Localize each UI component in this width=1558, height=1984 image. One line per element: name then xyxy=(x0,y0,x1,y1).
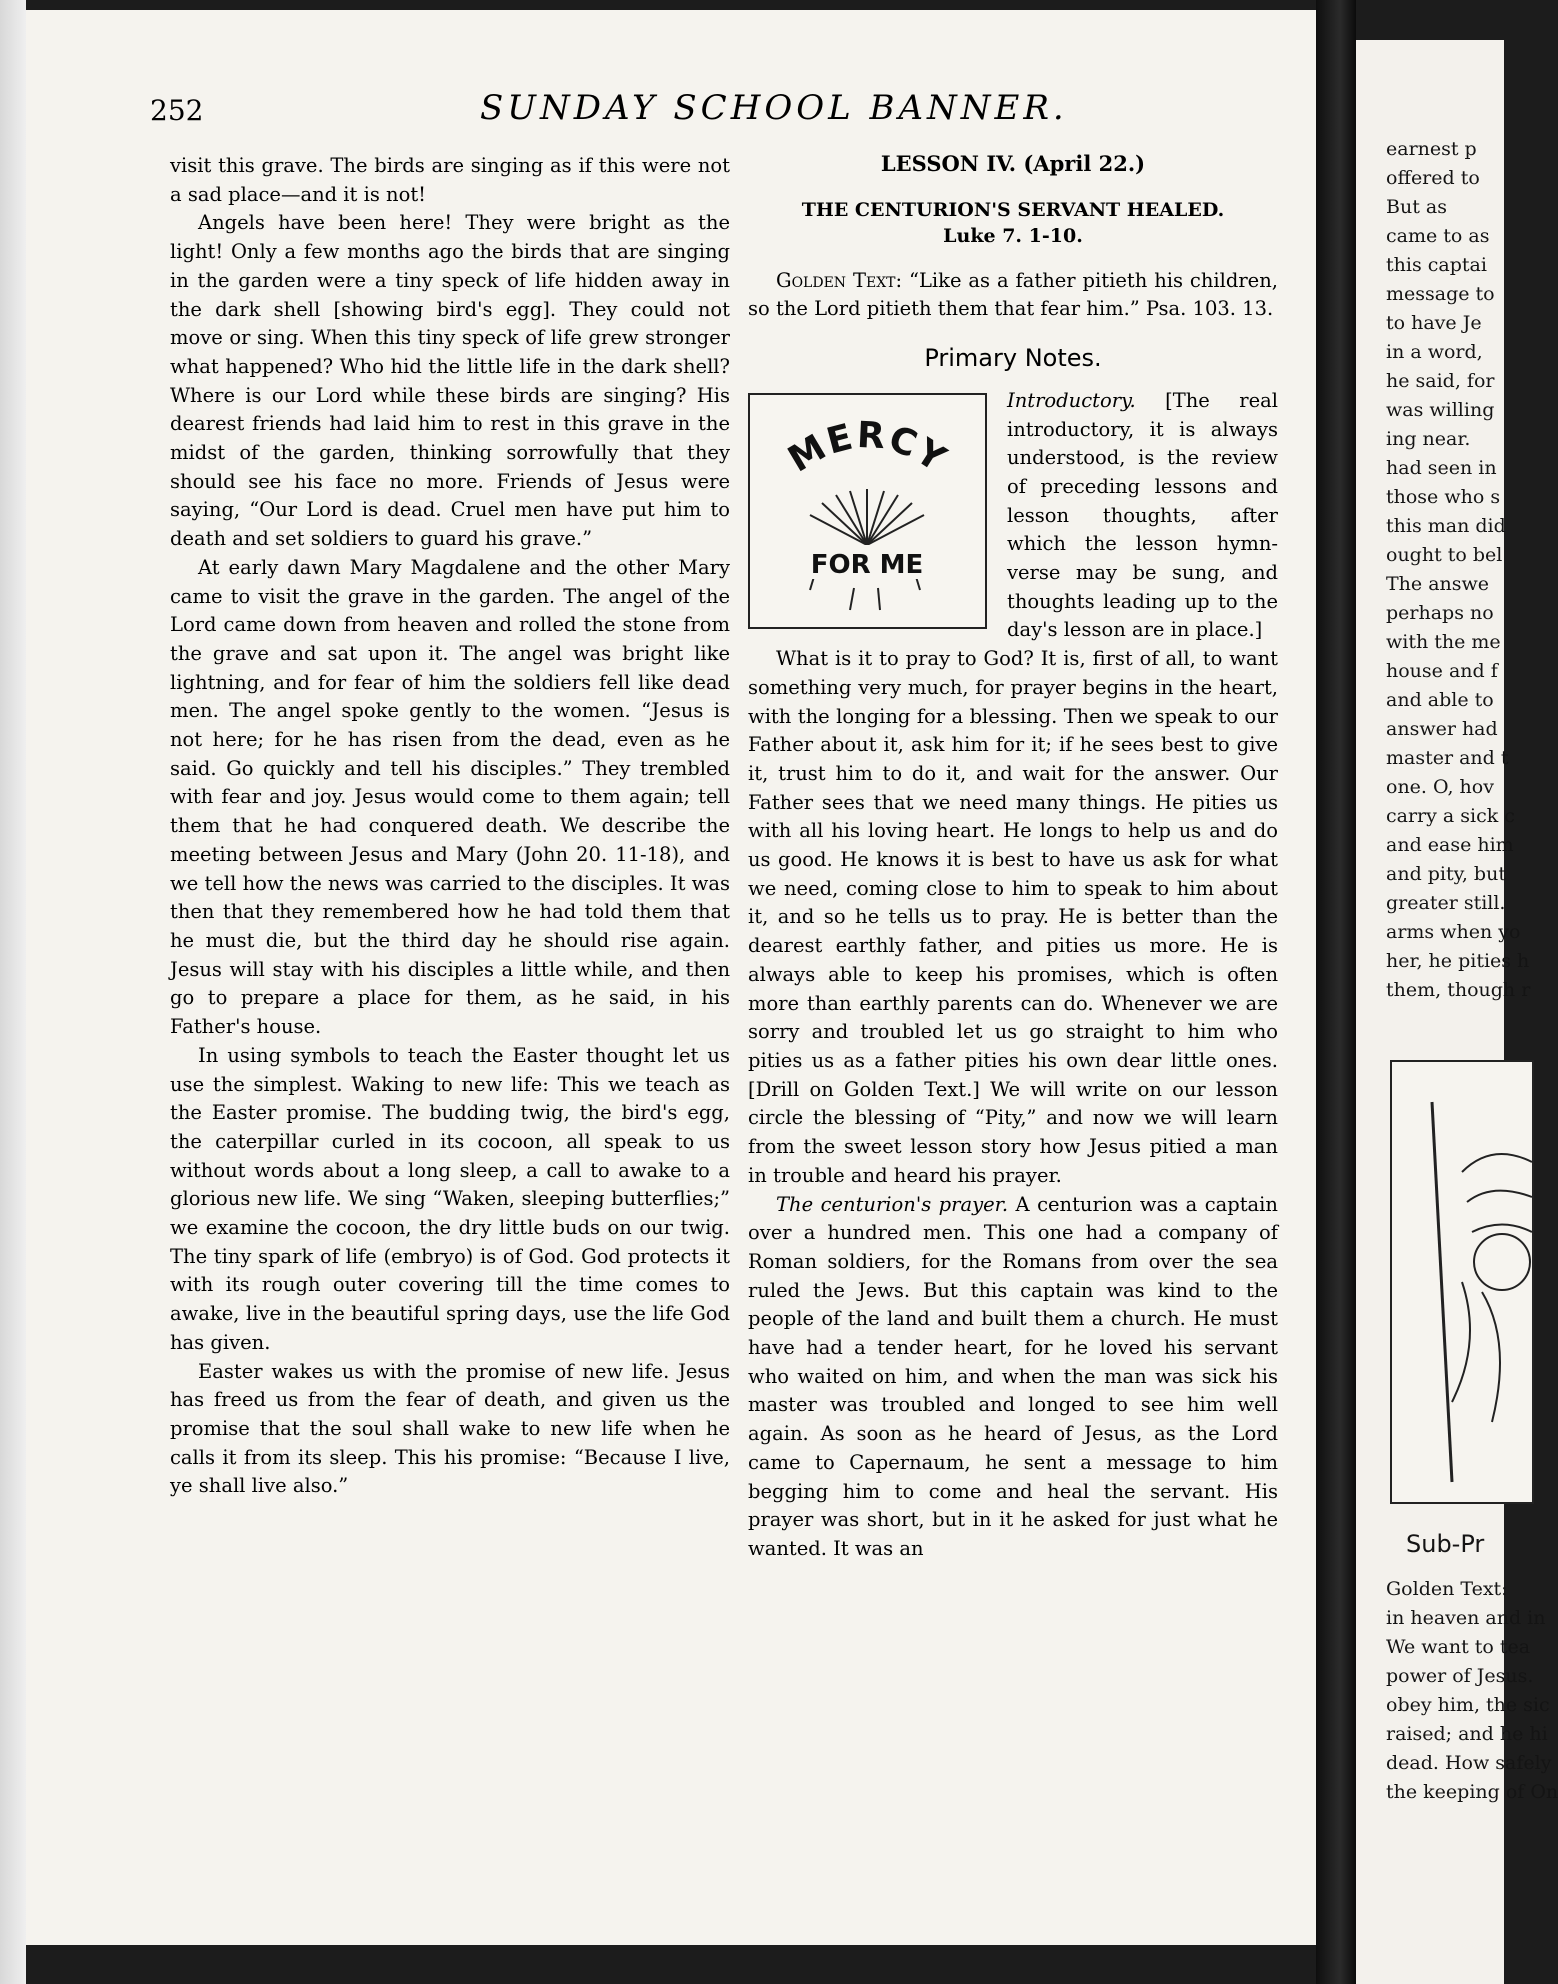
right-column-line: obey him, the sic xyxy=(1386,1694,1550,1716)
lesson-reference: Luke 7. 1-10. xyxy=(943,224,1083,247)
golden-text xyxy=(748,267,1278,324)
intro-text: [The real introductory, it is always understood, is the review of preceding lessons and lesson thoughts, after which the lesson hymn-verse may be sung, and thoughts leading up to the day's lesson are in place.] xyxy=(1007,388,1278,642)
right-column-line: them, though r xyxy=(1386,979,1531,1001)
right-column-line: and pity, but xyxy=(1386,863,1506,885)
right-column-line: the keeping of On xyxy=(1386,1781,1558,1803)
lesson-title-block xyxy=(748,197,1278,249)
right-column-line: was willing xyxy=(1386,399,1495,421)
centurion-label: The centurion's prayer. xyxy=(776,1192,1009,1216)
right-column-line: raised; and he hi xyxy=(1386,1723,1548,1745)
right-column-line: power of Jesus. xyxy=(1386,1665,1534,1687)
right-column-line: carry a sick c xyxy=(1386,805,1515,827)
for-me-word: FOR ME xyxy=(810,549,924,580)
right-column-line: But as xyxy=(1386,196,1447,218)
left-column xyxy=(170,152,730,1501)
right-column-line: answer had xyxy=(1386,718,1498,740)
right-illustration xyxy=(1390,1060,1534,1504)
right-column-line: this man did xyxy=(1386,515,1506,537)
mercy-word: MERCY xyxy=(781,414,955,481)
right-column-line: to have Je xyxy=(1386,312,1482,334)
paragraph: What is it to pray to God? It is, first of all, to want something very much, for prayer begins in the heart, with the longing for a blessing. Then we speak to our Father about it, ask him for it; if he sees best to give it, trust him to do it, and wait for the answer. Our Father sees that we need many things. He pities us with all his loving heart. He longs to help us and do us good. He knows it is best to have us ask for what we need, coming close to him to speak to him about it, and so he tells us to pray. He is better than the dearest earthly father, and pities us more. He is always able to keep his promises, which is often more than earthly parents can do. Whenever we are sorry and troubled let us go straight to him who pities us as a father pities his own dear little ones. [Drill on Golden Text.] We will write on our lesson circle the blessing of “Pity,” and now we will learn from the sweet lesson story how Jesus pitied a man in trouble and heard his prayer. xyxy=(748,647,1278,1187)
right-column-line: ing near. xyxy=(1386,428,1471,450)
section-title: Primary Notes. xyxy=(924,344,1102,373)
right-column-line: and able to xyxy=(1386,689,1494,711)
lesson-heading: LESSON IV. (April 22.) xyxy=(880,151,1146,176)
right-page-fragment xyxy=(1356,40,1558,1984)
right-column-line: master and t xyxy=(1386,747,1509,769)
paragraph: visit this grave. The birds are singing as if this were not a sad place—and it is not! xyxy=(170,154,730,206)
mercy-illustration xyxy=(748,393,987,629)
scan-edge xyxy=(0,0,26,1984)
lesson-title: THE CENTURION'S SERVANT HEALED. xyxy=(801,198,1225,221)
intro-label: Introductory. xyxy=(1007,388,1136,412)
right-column-line: in heaven and in xyxy=(1386,1607,1546,1629)
sub-primary-heading: Sub-Pr xyxy=(1406,1530,1485,1558)
golden-text-label: Golden Text: xyxy=(776,268,903,292)
right-column-line: dead. How safely xyxy=(1386,1752,1552,1774)
right-column-line: one. O, hov xyxy=(1386,776,1494,798)
mercy-sunburst-icon xyxy=(750,395,985,627)
right-column-top xyxy=(1386,135,1530,1005)
paragraph: Easter wakes us with the promise of new life. Jesus has freed us from the fear of death, and given us the promise that the soul shall wake to new life when he calls it from its sleep. This his promise: “Because I live, ye shall live also.” xyxy=(170,1359,730,1498)
page-number: 252 xyxy=(150,94,204,127)
book-gutter xyxy=(1316,0,1356,1984)
figure-sketch-icon xyxy=(1392,1062,1532,1502)
right-column-line: her, he pities h xyxy=(1386,950,1530,972)
middle-column xyxy=(748,150,1278,1564)
right-column-line: this captai xyxy=(1386,254,1487,276)
right-column-line: he said, for xyxy=(1386,370,1495,392)
right-column-line: message to xyxy=(1386,283,1495,305)
right-column-line: with the me xyxy=(1386,631,1501,653)
right-column-line: We want to tea xyxy=(1386,1636,1531,1658)
running-title: SUNDAY SCHOOL BANNER. xyxy=(480,88,1068,128)
right-column-line: earnest p xyxy=(1386,138,1477,160)
right-column-line: greater still. xyxy=(1386,892,1506,914)
paragraph: At early dawn Mary Magdalene and the other Mary came to visit the grave in the garden. The angel of the Lord came down from heaven and rolled the stone from the grave and sat upon it. The angel was bright like lightning, and for fear of him the soldiers fell like dead men. The angel spoke gently to the women. “Jesus is not here; for he has risen from the dead, even as he said. Go quickly and tell his disciples.” They trembled with fear and joy. Jesus would come to them again; tell them that he had conquered death. We describe the meeting between Jesus and Mary (John 20. 11-18), and we tell how the news was carried to the disciples. It was then that they remembered how he had told them that he must die, but the third day he should rise again. Jesus will stay with his disciples a little while, and then go to prepare a place for them, as he said, in his Father's house. xyxy=(170,555,730,1039)
centurion-text: A centurion was a captain over a hundred men. This one had a company of Roman soldiers, for the Romans from over the sea ruled the Jews. But this captain was kind to the people of the land and built them a church. He must have had a tender heart, for he loved his servant who waited on him, and when the man was sick his master was troubled and longed to see him well again. As soon as he heard of Jesus, as the Lord came to Capernaum, he sent a message to him begging him to come and heal the servant. His prayer was short, but in it he asked for just what he wanted. It was an xyxy=(748,1192,1278,1560)
golden-text-body: “Like as a father pitieth his children, so the Lord pitieth them that fear him.” Psa. 103. 13. xyxy=(748,268,1278,321)
right-column-line: ought to bel xyxy=(1386,544,1503,566)
intro-block xyxy=(748,387,1278,645)
svg-text:MERCY xyxy=(781,415,954,481)
right-column-line: Golden Text: xyxy=(1386,1578,1508,1600)
right-column-line: house and f xyxy=(1386,660,1498,682)
page-header xyxy=(150,88,1265,136)
right-column-line: offered to xyxy=(1386,167,1480,189)
paragraph: In using symbols to teach the Easter thought let us use the simplest. Waking to new life: This we teach as the Easter promise. The budding twig, the bird's egg, the caterpillar curled in its cocoon, all speak to us without words about a long sleep, a call to awake to a glorious new life. We sing “Waken, sleeping butterflies;” we examine the cocoon, the dry little buds on our twig. The tiny spark of life (embryo) is of God. God protects it with its rough outer covering till the time comes to awake, live in the beautiful spring days, use the life God has given. xyxy=(170,1043,730,1354)
right-column-line: in a word, xyxy=(1386,341,1483,363)
centurion-paragraph xyxy=(748,1191,1278,1564)
right-column-line: The answe xyxy=(1386,573,1490,595)
right-column-line: and ease him xyxy=(1386,834,1514,856)
right-column-line: had seen in xyxy=(1386,457,1497,479)
right-column-line: perhaps no xyxy=(1386,602,1494,624)
right-column-line: those who s xyxy=(1386,486,1501,508)
right-column-line: arms when yo xyxy=(1386,921,1521,943)
right-column-bottom xyxy=(1386,1575,1558,1807)
right-column-line: came to as xyxy=(1386,225,1490,247)
paragraph: Angels have been here! They were bright as the light! Only a few months ago the birds that are singing in the garden were a tiny speck of life hidden away in the dark shell [showing bird's egg]. They could not move or sing. When this tiny speck of life grew stronger what happened? Who hid the little life in the dark shell? Where is our Lord while these birds are singing? His dearest friends had laid him to rest in this grave in the midst of the garden, thinking sorrowfully that they should see his face no more. Friends of Jesus were saying, “Our Lord is dead. Cruel men have put him to death and set soldiers to guard his grave.” xyxy=(170,211,730,551)
